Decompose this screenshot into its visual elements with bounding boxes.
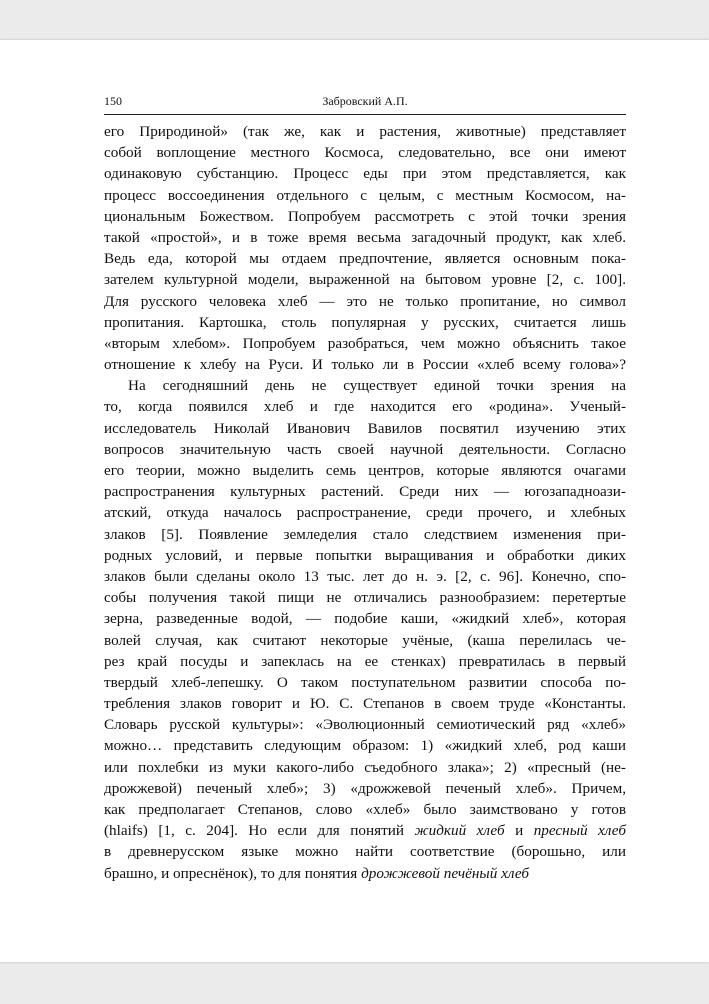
text-line: можно… представить следующим образом: 1) «жидкий хлеб, род каши (104, 737, 626, 755)
text-line: дрожжевой) печеный хлеб»; 3) «дрожжевой печеный хлеб». Причем, (104, 779, 626, 797)
body-text (104, 121, 626, 884)
text-segment: брашно, и опреснёнок), то для понятия (104, 864, 362, 882)
text-line: одинаковую субстанцию. Процесс еды при этом представляется, как (104, 165, 626, 183)
text-segment: (hlaifs) [1, с. 204]. Но если для понятий (104, 822, 415, 840)
text-line: распространения культурных растений. Среди них — югозападноази- (104, 483, 626, 501)
text-line: твердый хлеб-лепешку. О таком поступательном развитии способа по- (104, 673, 626, 691)
text-line: злаков были сделаны около 13 тыс. лет до н. э. [2, с. 96]. Конечно, спо- (104, 567, 626, 585)
text-line: родных условий, и первые попытки выращивания и обработки диких (104, 546, 626, 564)
running-head: Забровский А.П. (322, 94, 408, 108)
text-line: исследователь Николай Иванович Вавилов посвятил изучению этих (104, 419, 626, 437)
text-line: процесс воссоединения отдельного с целым, с местным Космосом, на- (104, 186, 626, 204)
text-line: требления злаков говорит и Ю. С. Степанов в своем труде «Константы. (104, 695, 626, 713)
italic-term: дрожжевой печёный хлеб (361, 864, 530, 882)
text-line: то, когда появился хлеб и где находится его «родина». Ученый- (104, 398, 626, 416)
text-line: его Природиной» (так же, как и растения, животные) представляет (104, 123, 626, 140)
paragraph-first-line: На сегодняшний день не существует единой точки зрения на (128, 377, 626, 395)
text-line: волей случая, как считают некоторые учёные, (каша перелилась че- (104, 631, 626, 649)
text-line: пропитания. Картошка, столь популярная у русских, считается лишь (104, 313, 626, 331)
text-line: зерна, разведенные водой, — подобие каши, «жидкий хлеб», которая (104, 610, 626, 628)
text-line: собы получения такой пищи не отличались разнообразием: перетертые (104, 589, 626, 607)
text-line: отношение к хлебу на Руси. И только ли в России «хлеб всему голова»? (104, 356, 626, 374)
page-number: 150 (104, 94, 122, 108)
text-line: злаков [5]. Появление земледелия стало следствием изменения при- (104, 525, 626, 543)
text-line: или похлебки из муки какого-либо съедобного злака»; 2) «пресный (не- (104, 758, 626, 776)
text-line: атский, откуда началось распространение, среди прочего, и хлебных (104, 504, 626, 522)
text-line: Для русского человека хлеб — это не только пропитание, но символ (104, 292, 626, 310)
text-line: Словарь русской культуры»: «Эволюционный семиотический ряд «хлеб» (104, 716, 626, 734)
text-line: такой «простой», и в тоже время весьма загадочный продукт, как хлеб. (104, 228, 626, 246)
italic-term: пресный хлеб (533, 822, 626, 840)
text-line: в древнерусском языке можно найти соответствие (борошьно, или (104, 843, 626, 861)
text-line: как предполагает Степанов, слово «хлеб» было заимствовано у готов (104, 801, 626, 818)
text-line: циональным Божеством. Попробуем рассмотреть с этой точки зрения (104, 207, 626, 225)
header-rule (104, 114, 626, 115)
text-line-mixed (104, 863, 626, 884)
page-header (104, 91, 626, 111)
text-line: зателем культурной модели, выраженной на бытовом уровне [2, с. 100]. (104, 271, 626, 289)
text-line: вопросов значительную часть своей научной деятельности. Согласно (104, 440, 626, 458)
text-line-mixed (104, 820, 626, 841)
text-segment: и (504, 822, 534, 840)
italic-term: жидкий хлеб (414, 822, 505, 840)
text-line: собой воплощение местного Космоса, следовательно, все они имеют (104, 144, 626, 162)
text-line: рез край посуды и запеклась на ее стенках) превратилась в первый (104, 652, 626, 670)
text-line: его теории, можно выделить семь центров, которые являются очагами (104, 462, 626, 479)
text-line: Ведь еда, которой мы отдаем предпочтение, является основным пока- (104, 250, 626, 268)
text-line: «вторым хлебом». Попробуем разобраться, чем можно объяснить такое (104, 334, 626, 352)
